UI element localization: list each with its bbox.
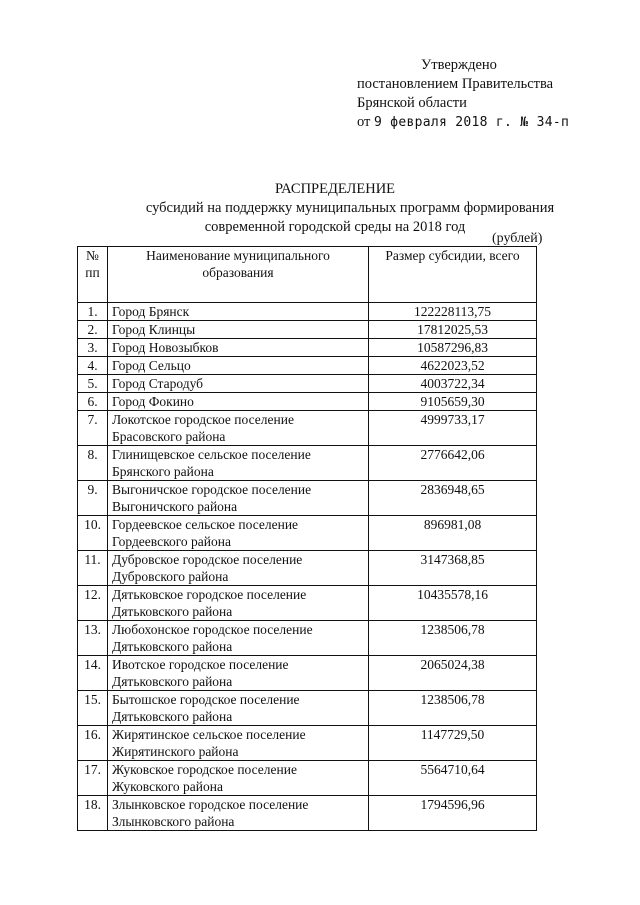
row-municipality-name: Жуковское городское поселение Жуковского района — [108, 761, 369, 796]
approval-line-region: Брянской области — [357, 95, 467, 111]
row-municipality-name: Жирятинское сельское поселение Жирятинского района — [108, 726, 369, 761]
table-row — [78, 761, 537, 796]
row-number: 13. — [78, 621, 108, 656]
table-row — [78, 446, 537, 481]
row-number: 14. — [78, 656, 108, 691]
row-subsidy-amount: 4999733,17 — [369, 411, 537, 446]
row-number: 10. — [78, 516, 108, 551]
table-row — [78, 481, 537, 516]
row-municipality-name: Дятьковское городское поселение Дятьковского района — [108, 586, 369, 621]
title-heading: РАСПРЕДЕЛЕНИЕ — [274, 181, 396, 197]
row-municipality-name: Злынковское городское поселение Злынковского района — [108, 796, 369, 831]
row-municipality-name: Любохонское городское поселение Дятьковского района — [108, 621, 369, 656]
approval-date-prefix: от — [357, 114, 375, 130]
row-municipality-name: Город Клинцы — [108, 321, 369, 339]
row-municipality-name: Гордеевское сельское поселение Гордеевского района — [108, 516, 369, 551]
title-subtitle-line1: субсидий на поддержку муниципальных программ формирования — [145, 200, 555, 216]
row-subsidy-amount: 10435578,16 — [369, 586, 537, 621]
table-row — [78, 586, 537, 621]
row-subsidy-amount: 10587296,83 — [369, 339, 537, 357]
table-header-row — [78, 247, 537, 303]
row-municipality-name: Город Фокино — [108, 393, 369, 411]
row-number: 17. — [78, 761, 108, 796]
row-subsidy-amount: 2065024,38 — [369, 656, 537, 691]
table-row — [78, 339, 537, 357]
table-row — [78, 357, 537, 375]
header-num: № пп — [78, 247, 108, 303]
row-number: 4. — [78, 357, 108, 375]
row-municipality-name: Локотское городское поселение Брасовского района — [108, 411, 369, 446]
table-row — [78, 621, 537, 656]
row-municipality-name: Выгоничское городское поселение Выгоничского района — [108, 481, 369, 516]
header-name: Наименование муниципального образования — [108, 247, 369, 303]
row-subsidy-amount: 2776642,06 — [369, 446, 537, 481]
table-row — [78, 393, 537, 411]
table-row — [78, 303, 537, 321]
row-number: 7. — [78, 411, 108, 446]
row-number: 2. — [78, 321, 108, 339]
title-subtitle-line2: современной городской среды на 2018 год — [204, 219, 466, 235]
row-subsidy-amount: 17812025,53 — [369, 321, 537, 339]
row-subsidy-amount: 1147729,50 — [369, 726, 537, 761]
row-number: 15. — [78, 691, 108, 726]
row-subsidy-amount: 4622023,52 — [369, 357, 537, 375]
row-number: 18. — [78, 796, 108, 831]
table-row — [78, 656, 537, 691]
row-number: 5. — [78, 375, 108, 393]
row-subsidy-amount: 9105659,30 — [369, 393, 537, 411]
table-row — [78, 516, 537, 551]
row-number: 6. — [78, 393, 108, 411]
row-municipality-name: Ивотское городское поселение Дятьковского района — [108, 656, 369, 691]
row-number: 11. — [78, 551, 108, 586]
approval-line-date — [357, 113, 569, 132]
row-number: 3. — [78, 339, 108, 357]
row-municipality-name: Бытошское городское поселение Дятьковского района — [108, 691, 369, 726]
header-sum: Размер субсидии, всего — [369, 247, 537, 303]
row-subsidy-amount: 1238506,78 — [369, 621, 537, 656]
table-row — [78, 375, 537, 393]
row-number: 8. — [78, 446, 108, 481]
approval-line-resolution: постановлением Правительства — [357, 76, 554, 92]
row-subsidy-amount: 5564710,64 — [369, 761, 537, 796]
table-row — [78, 796, 537, 831]
document-title — [0, 180, 640, 237]
approval-stamp — [357, 56, 569, 132]
row-subsidy-amount: 1794596,96 — [369, 796, 537, 831]
row-number: 16. — [78, 726, 108, 761]
row-subsidy-amount: 4003722,34 — [369, 375, 537, 393]
table-row — [78, 726, 537, 761]
row-municipality-name: Город Брянск — [108, 303, 369, 321]
row-subsidy-amount: 2836948,65 — [369, 481, 537, 516]
row-subsidy-amount: 122228113,75 — [369, 303, 537, 321]
row-municipality-name: Глинищевское сельское поселение Брянского района — [108, 446, 369, 481]
row-municipality-name: Город Стародуб — [108, 375, 369, 393]
row-number: 1. — [78, 303, 108, 321]
table-row — [78, 691, 537, 726]
row-number: 12. — [78, 586, 108, 621]
row-subsidy-amount: 1238506,78 — [369, 691, 537, 726]
table-row — [78, 321, 537, 339]
row-municipality-name: Город Сельцо — [108, 357, 369, 375]
approval-date-handwritten: 9 февраля 2018 г. № 34-п — [374, 115, 570, 130]
row-municipality-name: Город Новозыбков — [108, 339, 369, 357]
row-number: 9. — [78, 481, 108, 516]
units-label: (рублей) — [492, 231, 543, 246]
row-municipality-name: Дубровское городское поселение Дубровского района — [108, 551, 369, 586]
row-subsidy-amount: 3147368,85 — [369, 551, 537, 586]
approval-line-approved: Утверждено — [421, 57, 497, 73]
table-row — [78, 411, 537, 446]
table-body — [78, 303, 537, 831]
row-subsidy-amount: 896981,08 — [369, 516, 537, 551]
subsidy-table — [77, 246, 537, 831]
table-row — [78, 551, 537, 586]
